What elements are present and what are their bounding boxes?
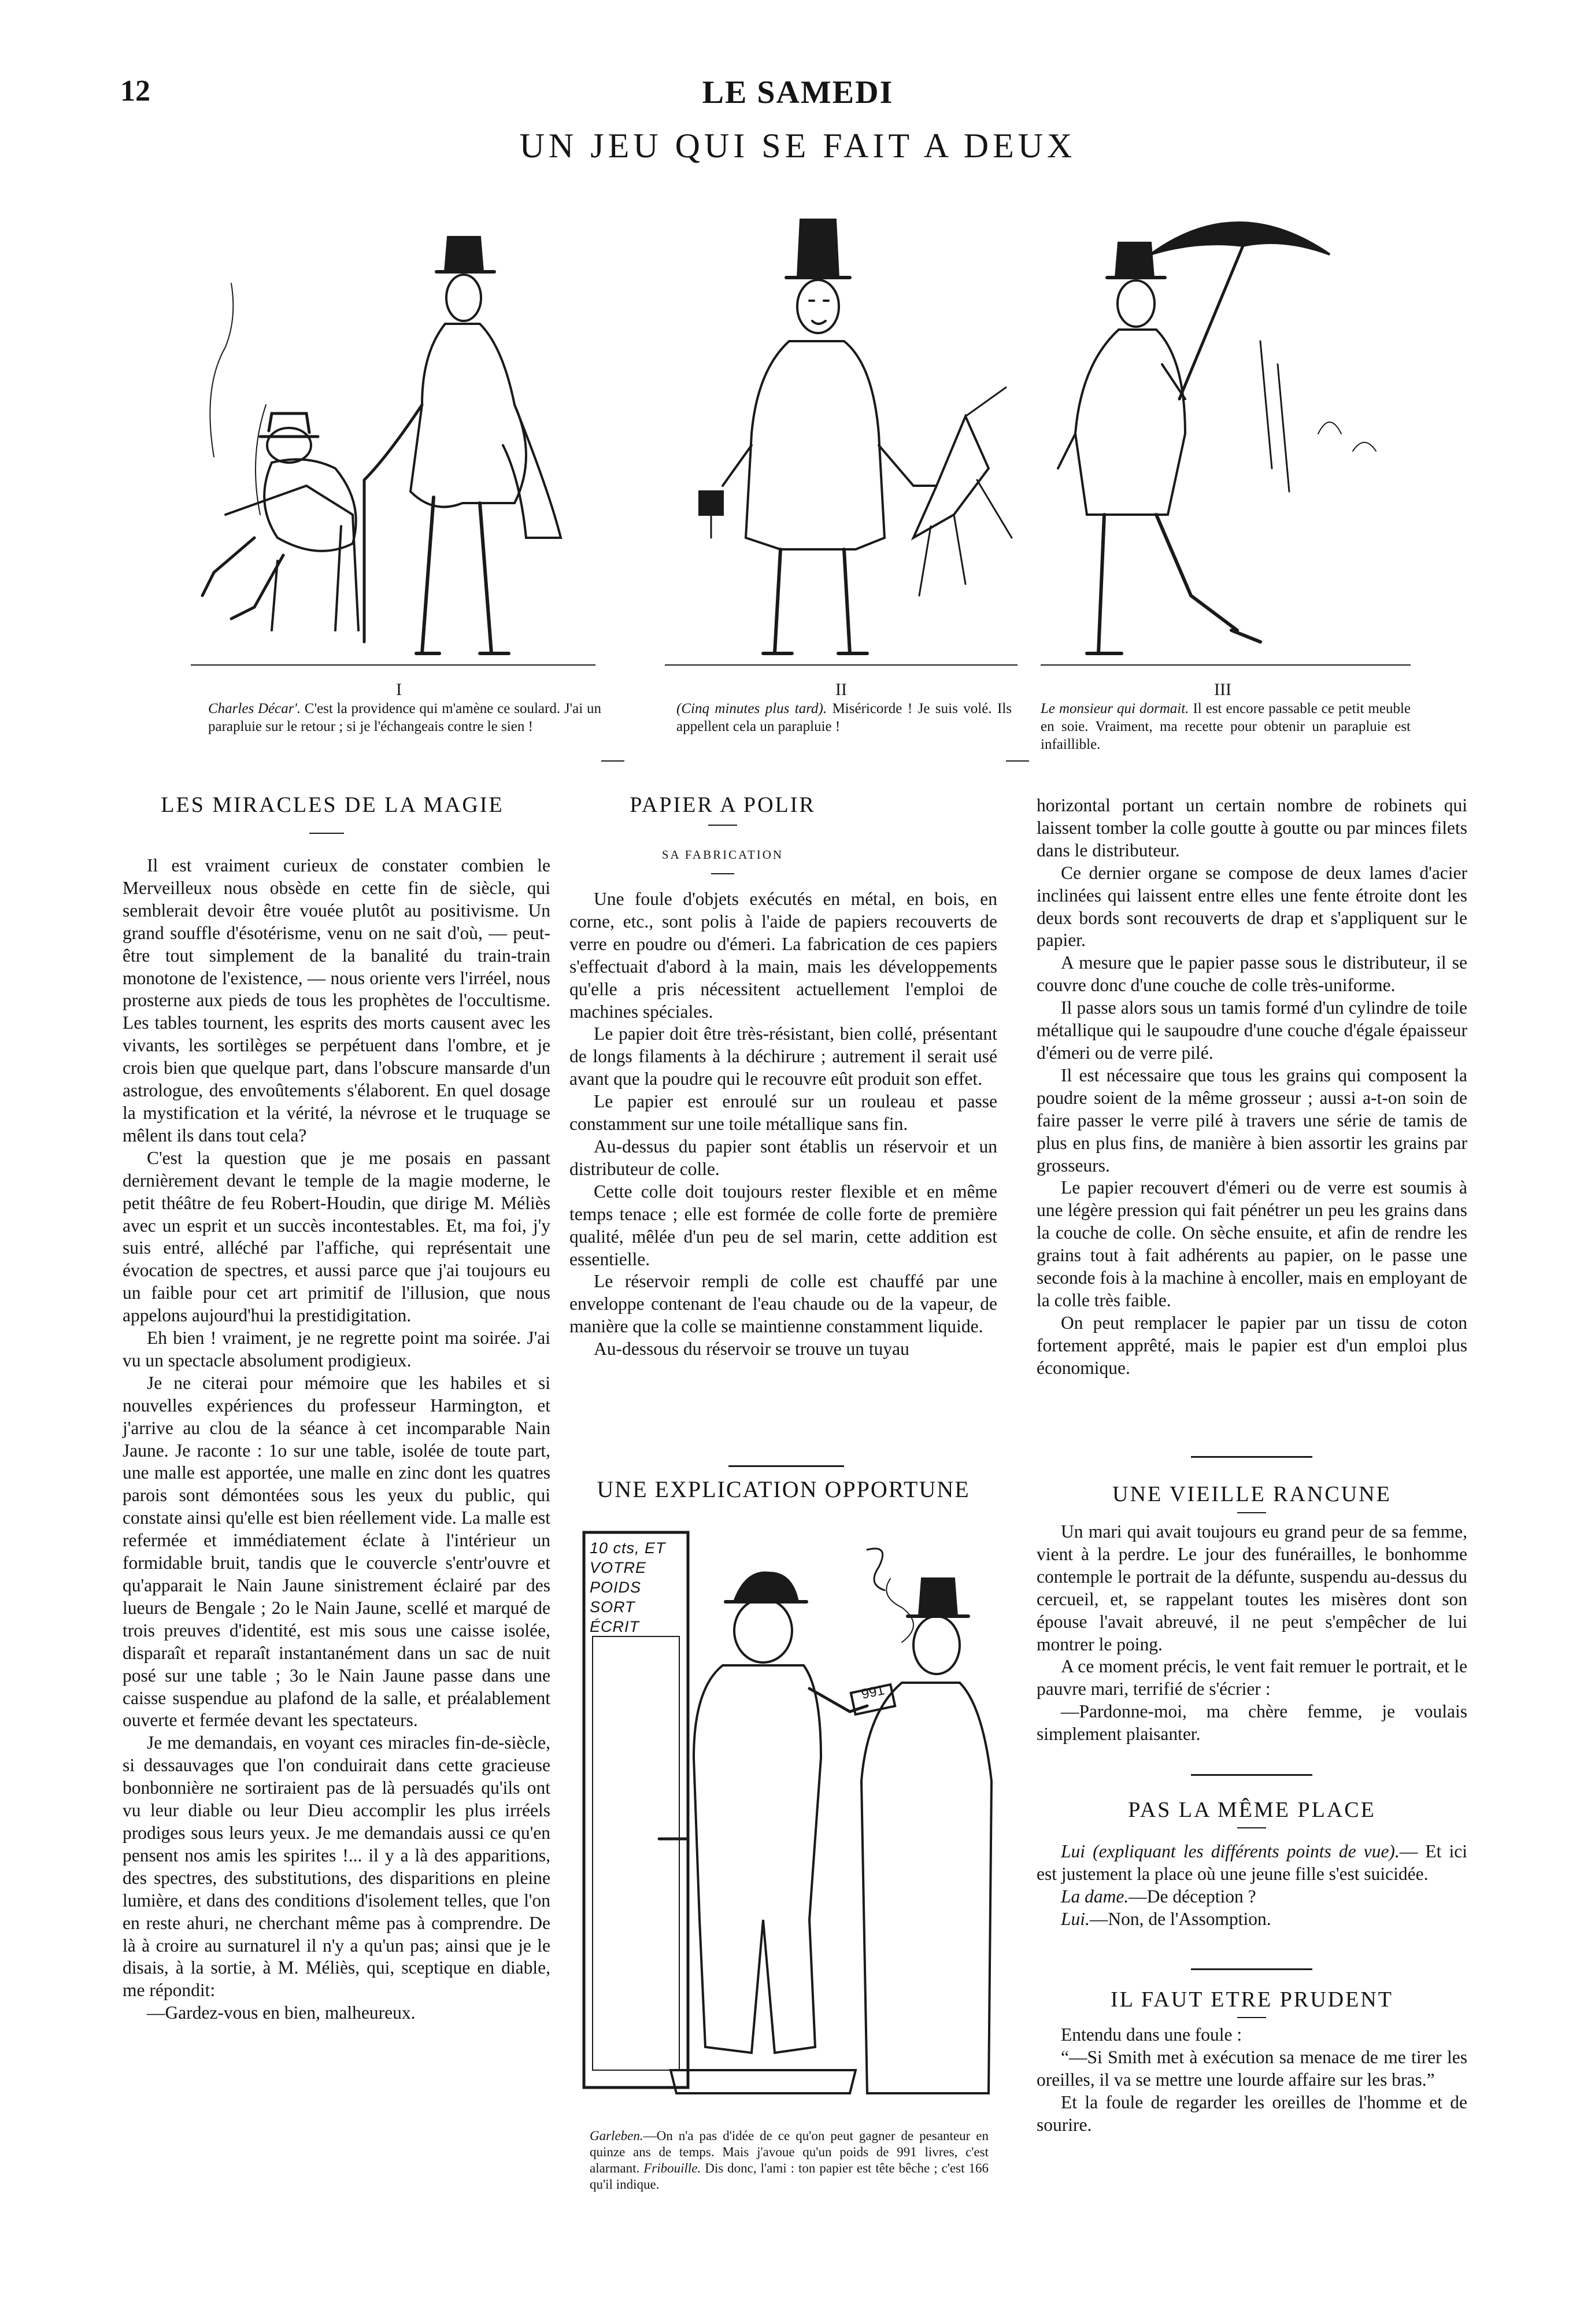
title-dash bbox=[708, 825, 737, 826]
paragraph: A mesure que le papier passe sous le distributeur, il se couvre donc d'une couche de colle très-uniforme. bbox=[1037, 952, 1467, 996]
weight-ticket: 991 bbox=[860, 1682, 886, 1702]
paragraph: —Gardez-vous en bien, malheureux. bbox=[147, 2002, 416, 2023]
title-dash bbox=[711, 873, 734, 874]
dialogue-line bbox=[1037, 1886, 1467, 1908]
article-body-papier bbox=[569, 888, 997, 1361]
paragraph: Il passe alors sous un tamis formé d'un cylindre de toile métallique qui le saupoudre d'une couche d'égale épaisseur d'émeri ou de verre pilé. bbox=[1037, 997, 1467, 1063]
sign-line: SORT ÉCRIT bbox=[590, 1598, 639, 1635]
divider bbox=[1006, 760, 1029, 762]
section-rule bbox=[728, 1465, 844, 1467]
comic-panel-3-caption bbox=[1041, 700, 1411, 753]
caption-speaker: Charles Décar'. bbox=[208, 701, 301, 716]
comic-panel-2-numeral: II bbox=[835, 680, 847, 699]
caption-text: Dis donc, l'ami : ton papier est tête bêche ; c'est 166 qu'il indique. bbox=[590, 2161, 989, 2192]
dialogue-line bbox=[1037, 1908, 1467, 1931]
comic-panel-1-numeral: I bbox=[396, 680, 402, 699]
caption-speaker: Le monsieur qui dormait. bbox=[1041, 701, 1189, 716]
caption-text: Miséricorde ! Je suis volé. Ils appellent cela un parapluie ! bbox=[676, 701, 1012, 734]
title-dash bbox=[1237, 2017, 1266, 2018]
comic-panel-3-numeral: III bbox=[1214, 680, 1231, 699]
article-body-place bbox=[1037, 1841, 1467, 1931]
paragraph: Un mari qui avait toujours eu grand peur de sa femme, vient à la perdre. Le jour des funérailles, le bonhomme contemple le portrait de la défunte, suspendu au-dessus du cercueil, et, se rappelant toutes les misères dont son épouse l'avait abreuvé, il ne peut s'empêcher de lui montrer le poing. bbox=[1037, 1521, 1467, 1654]
paragraph: Eh bien ! vraiment, je ne regrette point ma soirée. J'ai vu un spectacle absolument prodigieux. bbox=[123, 1328, 550, 1370]
comic-panel-2-caption bbox=[676, 700, 1012, 736]
paragraph: —Pardonne-moi, ma chère femme, je voulais simplement plaisanter. bbox=[1037, 1701, 1467, 1745]
paragraph: Le papier doit être très-résistant, bien collé, présentant de longs filaments à la déchirure ; autrement il serait usé avant que la poudre qui le recouvre eût produit son effet. bbox=[569, 1024, 997, 1089]
comic-panel-1-caption bbox=[208, 700, 601, 736]
paragraph: horizontal portant un certain nombre de robinets qui laissent tomber la colle goutte à goutte ou par minces filets dans le distributeur. bbox=[1037, 795, 1467, 860]
paragraph: Entendu dans une foule : bbox=[1061, 2024, 1242, 2045]
sign-line: 10 cts, ET bbox=[590, 1539, 666, 1557]
paragraph: Je me demandais, en voyant ces miracles fin-de-siècle, si dessauvages que l'on conduirait dans cette gracieuse bonbonnière ne sortiraient pas de là persuadés qu'ils ont vu leur diable ou leur Dieu accomplir les plus irréels prodiges sous leurs yeux. Je me demandais aussi ce qu'en pensent nos amis les spirites !... il y a là des apparitions, des spectres, des substitutions, des disparitions en pleine lumière, et dans des conditions d'isolement telles, que l'on en reste ahuri, ne cherchant même pas à comprendre. De là à croire au surnaturel il n'y a qu'un pas; ainsi que je le disais, à la sortie, à M. Méliès, qui, sceptique en diable, me répondit: bbox=[123, 1732, 550, 2001]
sign-line: VOTRE POIDS bbox=[590, 1559, 647, 1596]
article-body-rancune bbox=[1037, 1521, 1467, 1746]
article-title-rancune: UNE VIEILLE RANCUNE bbox=[1112, 1482, 1392, 1506]
dialogue-speaker: Lui. bbox=[1061, 1908, 1090, 1929]
paragraph: On peut remplacer le papier par un tissu de coton fortement apprêté, mais le papier est d'un emploi plus économique. bbox=[1037, 1312, 1467, 1378]
paragraph: Il est nécessaire que tous les grains qui composent la poudre soient de la même grosseur ; aussi a-t-on soin de faire passer le verre pilé à travers une série de tamis de plus en plus fins, de manière à bien assortir les grains par grosseurs. bbox=[1037, 1065, 1467, 1176]
paragraph: Et la foule de regarder les oreilles de l'homme et de sourire. bbox=[1037, 2092, 1467, 2135]
weighing-machine-sign bbox=[590, 1538, 685, 1636]
comic-panel-3-illustration bbox=[1041, 191, 1411, 671]
paragraph: Le papier recouvert d'émeri ou de verre est soumis à une légère pression qui fait pénétrer un peu les grains dans la couche de colle. On sèche ensuite, et afin de rendre les grains tout à fait adhérents au papier, on le passe une seconde fois à la machine à encoller, mais en employant de la colle très faible. bbox=[1037, 1177, 1467, 1310]
journal-title: LE SAMEDI bbox=[702, 75, 894, 110]
dialogue-text: —Non, de l'Assomption. bbox=[1089, 1908, 1271, 1929]
paragraph: Le réservoir rempli de colle est chauffé par une enveloppe contenant de l'eau chaude ou de la vapeur, de manière que la colle se maintienne constamment liquide. bbox=[569, 1271, 997, 1337]
dialogue-line bbox=[1037, 1841, 1467, 1886]
article-subtitle-papier: SA FABRICATION bbox=[661, 848, 784, 862]
caption-speaker: Garleben. bbox=[590, 2129, 643, 2143]
page-number: 12 bbox=[120, 75, 150, 108]
paragraph: Au-dessous du réservoir se trouve un tuyau bbox=[594, 1339, 909, 1359]
paragraph: A ce moment précis, le vent fait remuer le portrait, et le pauvre mari, terrifié de s'écrier : bbox=[1037, 1656, 1467, 1699]
title-dash bbox=[1237, 1827, 1266, 1828]
dialogue-speaker: La dame. bbox=[1061, 1886, 1129, 1907]
caption-text: —On n'a pas d'idée de ce qu'on peut gagner de pesanteur en quinze ans de temps. Mais j'avoue qu'un poids de 991 livres, c'est alarmant. bbox=[590, 2129, 989, 2175]
caption-speaker: (Cinq minutes plus tard). bbox=[676, 701, 827, 716]
article-title-papier: PAPIER A POLIR bbox=[630, 793, 816, 817]
dialogue-speaker: Lui (expliquant les différents points de vue). bbox=[1061, 1841, 1400, 1861]
article-title-place: PAS LA MÊME PLACE bbox=[1128, 1798, 1376, 1822]
divider bbox=[601, 760, 624, 762]
article-body-miracles bbox=[123, 855, 550, 2024]
paragraph: Cette colle doit toujours rester flexible et en même temps tenace ; elle est formée de colle forte de première qualité, mêlée d'un peu de sel marin, cette addition est essentielle. bbox=[569, 1181, 997, 1269]
section-rule bbox=[1191, 1968, 1312, 1970]
caption-text: Il est encore passable ce petit meuble en soie. Vraiment, ma recette pour obtenir un parapluie est infaillible. bbox=[1041, 701, 1411, 752]
article-body-papier-continued bbox=[1037, 795, 1467, 1380]
paragraph: Une foule d'objets exécutés en métal, en bois, en corne, etc., sont polis à l'aide de papiers recouverts de verre en poudre ou d'émeri. La fabrication de ces papiers s'effectuait d'abord à la main, mais les développements qu'elle a pris nécessitent actuellement l'emploi de machines spéciales. bbox=[569, 889, 997, 1022]
article-title-prudent: IL FAUT ETRE PRUDENT bbox=[1111, 1987, 1393, 2012]
paragraph: Il est vraiment curieux de constater combien le Merveilleux nous obsède en cette fin de siècle, qui semblerait devoir être vouée plutôt au positivisme. Un grand souffle d'ésotérisme, venu on ne sait d'où, — peut-être tout simplement de la banalité du train-train monotone de l'existence, — nous oriente vers l'irréel, nous prosterne aux pieds de tous les prophètes de l'occultisme. Les tables tournent, les esprits des morts causent avec les vivants, les sortilèges se perpétuent dans l'ombre, et je crois bien que quelque part, dans l'obscure mansarde d'un astrologue, des envoûtements s'élaborent. En quel dosage la mystification et la vérité, la névrose et le truquage se mêlent ils dans tout cela? bbox=[123, 855, 550, 1146]
paragraph: Ce dernier organe se compose de deux lames d'acier inclinées qui laissent entre elles une fente étroite dont les deux bords sont recouverts de drap et s'appliquent sur le papier. bbox=[1037, 862, 1467, 951]
title-dash bbox=[1237, 1512, 1266, 1513]
comic-panel-2-illustration bbox=[665, 214, 1018, 671]
paragraph: Le papier est enroulé sur un rouleau et passe constamment sur une toile métallique sans fin. bbox=[569, 1091, 997, 1135]
article-title-miracles: LES MIRACLES DE LA MAGIE bbox=[161, 793, 504, 817]
comic-panel-1-illustration bbox=[191, 214, 595, 671]
section-rule bbox=[1191, 1774, 1312, 1776]
comic-banner-title: UN JEU QUI SE FAIT A DEUX bbox=[519, 127, 1076, 165]
paragraph: C'est la question que je me posais en passant dernièrement devant le temple de la magie moderne, le petit théâtre de feu Robert-Houdin, que dirige M. Méliès avec un esprit et un succès incontestables. Et, ma foi, j'y suis entré, alléché par l'affiche, qui représentait une évocation de spectres, et aussi parce que j'ai toujours eu un faible pour cet art primitif de l'illusion, que nous appelons aujourd'hui la prestidigitation. bbox=[123, 1147, 550, 1326]
paragraph: Je ne citerai pour mémoire que les habiles et si nouvelles expériences du professeur Harmington, et j'arrive au clou de la séance à cet incomparable Nain Jaune. Je raconte : 1o sur une table, isolée de toute part, une malle est apportée, une malle en zinc dont les quatres parois sont démontées sous les yeux du public, qui constate ainsi qu'elle est bien réellement vide. La malle est refermée et immédiatement éclate à l'intérieur un formidable bruit, tandis que le couvercle s'entr'ouvre et qu'apparait le Nain Jaune sinistrement éclairé par des lueurs de Bengale ; 2o le Nain Jaune, scellé et marqué de trois preuves d'identité, est mis sous une caisse isolée, disparaît et reparaît instantanément dans un sac de nuit posé sur une table ; 3o le Nain Jaune passe dans une caisse suspendue au plafond de la salle, et préalablement ouverte et fermée devant les spectateurs. bbox=[123, 1372, 550, 1731]
article-title-explication: UNE EXPLICATION OPPORTUNE bbox=[597, 1476, 970, 1502]
explication-caption bbox=[590, 2128, 989, 2193]
caption-speaker: Fribouille. bbox=[643, 2161, 701, 2175]
article-body-prudent bbox=[1037, 2024, 1467, 2137]
section-rule bbox=[1191, 1456, 1312, 1458]
paragraph: Au-dessus du papier sont établis un réservoir et un distributeur de colle. bbox=[569, 1136, 997, 1179]
title-dash bbox=[309, 833, 344, 834]
paragraph: “—Si Smith met à exécution sa menace de me tirer les oreilles, il va se mettre une lourde affaire sur les bras.” bbox=[1037, 2046, 1467, 2090]
dialogue-text: —De déception ? bbox=[1128, 1886, 1256, 1907]
dialogue-text: — Et ici est justement la place où une jeune fille s'est suicidée. bbox=[1037, 1841, 1468, 1884]
caption-text: C'est la providence qui m'amène ce soulard. J'ai un parapluie sur le retour ; si je l'échangeais contre le sien ! bbox=[208, 701, 601, 734]
